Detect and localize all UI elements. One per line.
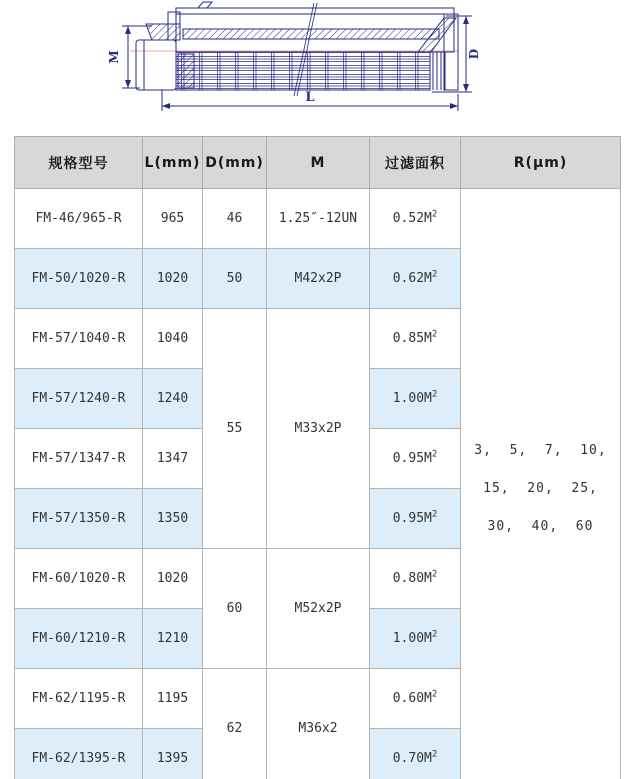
- dimension-m: [122, 26, 152, 88]
- header-cell: 过滤面积: [370, 137, 461, 189]
- table-cell: 1020: [143, 249, 203, 309]
- table-cell: 1020: [143, 549, 203, 609]
- table-head: [15, 137, 621, 189]
- thread-fitting: [136, 40, 176, 90]
- table-cell: FM-50/1020-R: [15, 249, 143, 309]
- table-cell: FM-57/1240-R: [15, 369, 143, 429]
- table-cell: 62: [203, 669, 267, 779]
- table-cell: 1040: [143, 309, 203, 369]
- table-cell: $0.52M^2$: [370, 189, 461, 249]
- table-cell: 965: [143, 189, 203, 249]
- table-cell: 1395: [143, 729, 203, 779]
- table-cell: $1.00M^2$: [370, 369, 461, 429]
- mesh-section: [176, 52, 430, 90]
- table-cell: M42x2P: [267, 249, 370, 309]
- table-row: [15, 189, 621, 249]
- table-cell: FM-57/1040-R: [15, 309, 143, 369]
- table-cell: FM-60/1210-R: [15, 609, 143, 669]
- table-cell: 1350: [143, 489, 203, 549]
- table-cell: 1347: [143, 429, 203, 489]
- table-cell: $0.80M^2$: [370, 549, 461, 609]
- table-cell: FM-46/965-R: [15, 189, 143, 249]
- table-cell: $0.95M^2$: [370, 429, 461, 489]
- filter-element-diagram: [0, 0, 634, 132]
- table-cell: $0.62M^2$: [370, 249, 461, 309]
- table-cell: 55: [203, 309, 267, 549]
- table-cell: FM-60/1020-R: [15, 549, 143, 609]
- table-cell: FM-62/1395-R: [15, 729, 143, 779]
- table-cell: $0.85M^2$: [370, 309, 461, 369]
- table-cell: 3, 5, 7, 10, 15, 20, 25, 30, 40, 60: [461, 189, 621, 779]
- table-cell: 1240: [143, 369, 203, 429]
- header-cell: 规格型号: [15, 137, 143, 189]
- table-cell: 1195: [143, 669, 203, 729]
- table-cell: M36x2: [267, 669, 370, 779]
- table-cell: $1.00M^2$: [370, 609, 461, 669]
- table-cell: $0.95M^2$: [370, 489, 461, 549]
- table-cell: 60: [203, 549, 267, 669]
- dimension-label-m: M: [107, 50, 121, 64]
- table-cell: M52x2P: [267, 549, 370, 669]
- table-cell: 1210: [143, 609, 203, 669]
- table-cell: FM-57/1350-R: [15, 489, 143, 549]
- header-cell: R(μm): [461, 137, 621, 189]
- table-cell: 1.25″-12UN: [267, 189, 370, 249]
- table-cell: 46: [203, 189, 267, 249]
- table-cell: 50: [203, 249, 267, 309]
- table-cell: $0.60M^2$: [370, 669, 461, 729]
- header-cell: L(mm): [143, 137, 203, 189]
- header-cell: D(mm): [203, 137, 267, 189]
- dimension-label-l: L: [305, 90, 315, 105]
- table-cell: M33x2P: [267, 309, 370, 549]
- table-cell: FM-57/1347-R: [15, 429, 143, 489]
- dimension-label-d: D: [467, 48, 481, 60]
- table-cell: FM-62/1195-R: [15, 669, 143, 729]
- header-cell: M: [267, 137, 370, 189]
- spec-table: [14, 136, 621, 779]
- table-body: [15, 189, 621, 779]
- table-cell: $0.70M^2$: [370, 729, 461, 779]
